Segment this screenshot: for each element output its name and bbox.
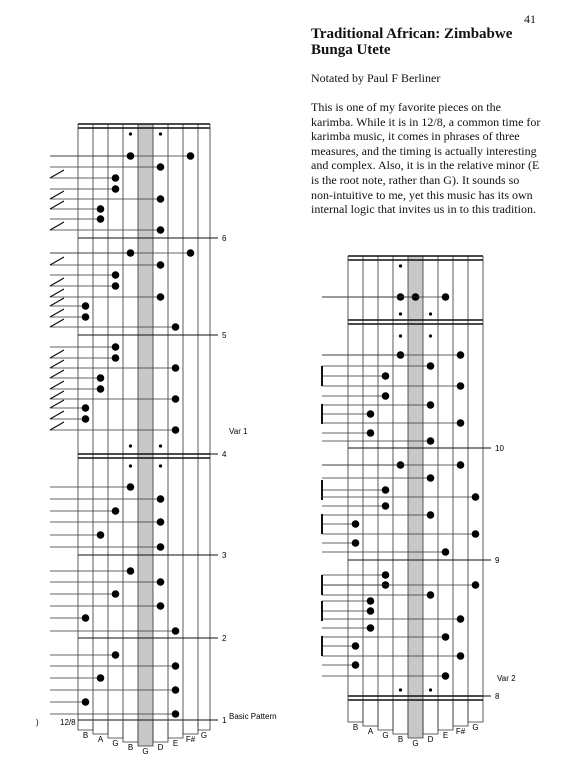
measure-number: 4 [222, 450, 227, 459]
note-dot [472, 493, 480, 501]
note-dot [382, 502, 390, 510]
note-dot [382, 392, 390, 400]
note-dot [457, 461, 465, 469]
note-dot [112, 174, 120, 182]
key-label: G [112, 739, 119, 748]
key-tine [378, 700, 393, 730]
note-dot [172, 395, 180, 403]
note-dot [82, 404, 90, 412]
key-label: F# [185, 735, 196, 744]
measure-number: 6 [222, 234, 227, 243]
key-label: G [472, 723, 479, 732]
note-dot [157, 163, 165, 171]
slash-mark [50, 278, 64, 286]
note-dot [442, 633, 450, 641]
left-tablature [50, 124, 227, 756]
key-label: A [97, 735, 104, 744]
key-tine [138, 722, 153, 746]
measure-number: 3 [222, 551, 227, 560]
measure-number: 5 [222, 331, 227, 340]
right-tablature [322, 256, 504, 748]
marker-dot [429, 688, 432, 691]
note-dot [442, 672, 450, 680]
key-label: E [172, 739, 179, 748]
key-tine [468, 700, 483, 722]
note-dot [457, 615, 465, 623]
key-label: G [382, 731, 389, 740]
key-tine [123, 722, 138, 742]
key-tine [198, 722, 210, 730]
note-dot [97, 215, 105, 223]
key-label: G [200, 731, 208, 740]
note-dot [112, 343, 120, 351]
note-dot [172, 426, 180, 434]
key-tine [183, 722, 198, 734]
note-dot [172, 686, 180, 694]
key-tine [438, 700, 453, 730]
slash-mark [50, 222, 64, 230]
note-dot [157, 602, 165, 610]
section-label-var1: Var 1 [229, 427, 248, 436]
note-dot [157, 543, 165, 551]
note-dot [82, 302, 90, 310]
slash-mark [50, 201, 64, 209]
note-dot [97, 374, 105, 382]
marker-dot [129, 132, 132, 135]
slash-mark [50, 411, 64, 419]
note-dot [172, 323, 180, 331]
note-dot [352, 642, 360, 650]
key-label: B [352, 723, 359, 732]
note-dot [427, 474, 435, 482]
key-label: G [412, 739, 419, 748]
slash-mark [50, 191, 64, 199]
key-tine [348, 700, 363, 722]
note-dot [112, 185, 120, 193]
marker-dot [159, 444, 162, 447]
page-title: Traditional African: Zimbabwe Bunga Utete [311, 26, 513, 58]
note-dot [82, 415, 90, 423]
note-dot [112, 354, 120, 362]
marker-dot [399, 312, 402, 315]
note-dot [427, 437, 435, 445]
note-dot [187, 152, 195, 160]
measure-number: 8 [495, 692, 500, 701]
slash-mark [50, 381, 64, 389]
note-dot [127, 483, 135, 491]
note-dot [112, 507, 120, 515]
section-label-var2: Var 2 [497, 674, 516, 683]
note-dot [472, 530, 480, 538]
key-label: D [427, 735, 434, 744]
note-dot [367, 597, 375, 605]
slash-mark [50, 350, 64, 358]
note-dot [382, 571, 390, 579]
marker-dot [129, 464, 132, 467]
key-tine [108, 722, 123, 738]
note-dot [382, 372, 390, 380]
key-label: B [82, 731, 89, 740]
note-dot [157, 293, 165, 301]
key-tine [78, 722, 93, 730]
note-dot [157, 261, 165, 269]
note-dot [112, 282, 120, 290]
key-label: B [397, 735, 404, 744]
note-dot [157, 518, 165, 526]
note-dot [382, 486, 390, 494]
key-tine [423, 700, 438, 734]
slash-mark [50, 400, 64, 408]
note-dot [427, 362, 435, 370]
slash-mark [50, 422, 64, 430]
page-number: 41 [524, 12, 536, 26]
marker-dot [159, 464, 162, 467]
note-dot [97, 674, 105, 682]
measure-number: 9 [495, 556, 500, 565]
key-label: A [367, 727, 374, 736]
key-tine [393, 700, 408, 734]
note-dot [127, 249, 135, 257]
marker-dot [429, 312, 432, 315]
key-tine [168, 722, 183, 738]
slash-mark [50, 309, 64, 317]
note-dot [442, 293, 450, 301]
note-dot [82, 698, 90, 706]
note-dot [97, 205, 105, 213]
marker-dot [399, 264, 402, 267]
note-dot [157, 495, 165, 503]
note-dot [127, 567, 135, 575]
note-dot [157, 226, 165, 234]
note-dot [427, 591, 435, 599]
marker-dot [399, 688, 402, 691]
note-dot [172, 364, 180, 372]
note-dot [82, 614, 90, 622]
note-dot [97, 385, 105, 393]
measure-number: 1 [222, 716, 227, 725]
slash-mark [50, 391, 64, 399]
note-dot [442, 548, 450, 556]
slash-mark [50, 289, 64, 297]
note-dot [157, 195, 165, 203]
slash-mark [50, 170, 64, 178]
note-dot [427, 401, 435, 409]
note-dot [172, 627, 180, 635]
note-dot [457, 351, 465, 359]
key-tine [153, 722, 168, 742]
section-label-basic-pattern: Basic Pattern [229, 712, 277, 721]
note-dot [97, 531, 105, 539]
note-dot [112, 590, 120, 598]
note-dot [352, 539, 360, 547]
slash-mark [50, 298, 64, 306]
measure-number: 2 [222, 634, 227, 643]
note-dot [112, 271, 120, 279]
marker-dot [129, 444, 132, 447]
note-dot [172, 710, 180, 718]
credit-line: Notated by Paul F Berliner [311, 71, 441, 85]
note-dot [157, 578, 165, 586]
note-dot [367, 607, 375, 615]
key-tine [408, 700, 423, 738]
note-dot [352, 661, 360, 669]
note-dot [367, 429, 375, 437]
note-dot [352, 520, 360, 528]
stray-mark: ) [36, 718, 39, 727]
marker-dot [399, 334, 402, 337]
note-dot [187, 249, 195, 257]
key-tine [363, 700, 378, 726]
note-dot [112, 651, 120, 659]
note-dot [82, 313, 90, 321]
note-dot [457, 382, 465, 390]
note-dot [472, 581, 480, 589]
key-label: G [142, 747, 149, 756]
slash-mark [50, 257, 64, 265]
note-dot [127, 152, 135, 160]
key-label: F# [455, 727, 466, 736]
slash-mark [50, 360, 64, 368]
note-dot [457, 419, 465, 427]
center-key-lane [138, 124, 153, 722]
key-tine [93, 722, 108, 734]
note-dot [427, 511, 435, 519]
key-label: E [442, 731, 449, 740]
key-tine [453, 700, 468, 726]
note-dot [367, 624, 375, 632]
marker-dot [429, 334, 432, 337]
measure-number: 10 [495, 444, 504, 453]
key-label: D [157, 743, 164, 752]
key-label: B [127, 743, 134, 752]
slash-mark [50, 319, 64, 327]
note-dot [367, 410, 375, 418]
note-dot [457, 652, 465, 660]
note-dot [172, 662, 180, 670]
slash-mark [50, 370, 64, 378]
description-paragraph: This is one of my favorite pieces on the karimba. While it is in 12/8, a common time for karimba music, it comes in phrases of three measures, and the timing is actually interesting and complex. Also, it is in the relative minor (E is the root note, rather than G). It sounds so non-intuitive to me, yet this music has its own internal logic that invites us in to this tradition. [311, 100, 541, 217]
time-signature: 12/8 [60, 718, 76, 727]
marker-dot [159, 132, 162, 135]
